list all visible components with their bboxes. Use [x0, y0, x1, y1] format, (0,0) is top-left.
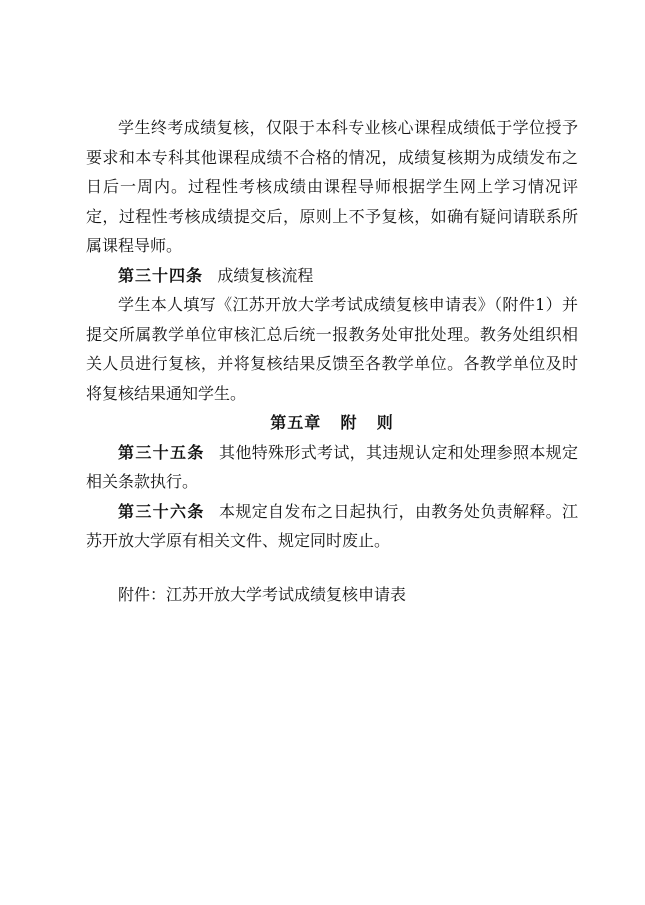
chapter-5-title-part2: 则 — [376, 413, 394, 432]
article-35-text: 其他特殊形式考试，其违规认定和处理参照本规定相关条款执行。 — [86, 442, 578, 491]
article-36-number: 第三十六条 — [118, 501, 205, 521]
article-36-text: 本规定自发布之日起执行，由教务处负责解释。江苏开放大学原有相关文件、规定同时废止。 — [86, 501, 578, 550]
article-34-number: 第三十四条 — [118, 265, 204, 285]
article-34-title: 成绩复核流程 — [217, 265, 314, 285]
paragraph-review-procedure: 学生本人填写《江苏开放大学考试成绩复核申请表》（附件1）并提交所属教学单位审核汇总后统一报教务处审批处理。教务处组织相关人员进行复核，并将复核结果反馈至各教学单位。各教学单位及时将复核结果通知学生。 — [86, 295, 578, 403]
chapter-5-number: 第五章 — [270, 413, 322, 432]
paragraph-score-review-scope: 学生终考成绩复核，仅限于本科专业核心课程成绩低于学位授予要求和本专科其他课程成绩不合格的情况，成绩复核期为成绩发布之日后一周内。过程性考核成绩由课程导师根据学生网上学习情况评定，过程性考核成绩提交后，原则上不予复核，如确有疑问请联系所属课程导师。 — [86, 118, 578, 255]
document-page — [86, 113, 578, 609]
article-35-number: 第三十五条 — [118, 442, 205, 462]
chapter-5-heading — [86, 408, 578, 438]
chapter-5-title-part1: 附 — [340, 413, 358, 432]
attachment-line: 附件：江苏开放大学考试成绩复核申请表 — [118, 584, 407, 604]
article-34-heading — [86, 261, 578, 291]
article-35 — [86, 438, 578, 497]
article-36 — [86, 497, 578, 556]
